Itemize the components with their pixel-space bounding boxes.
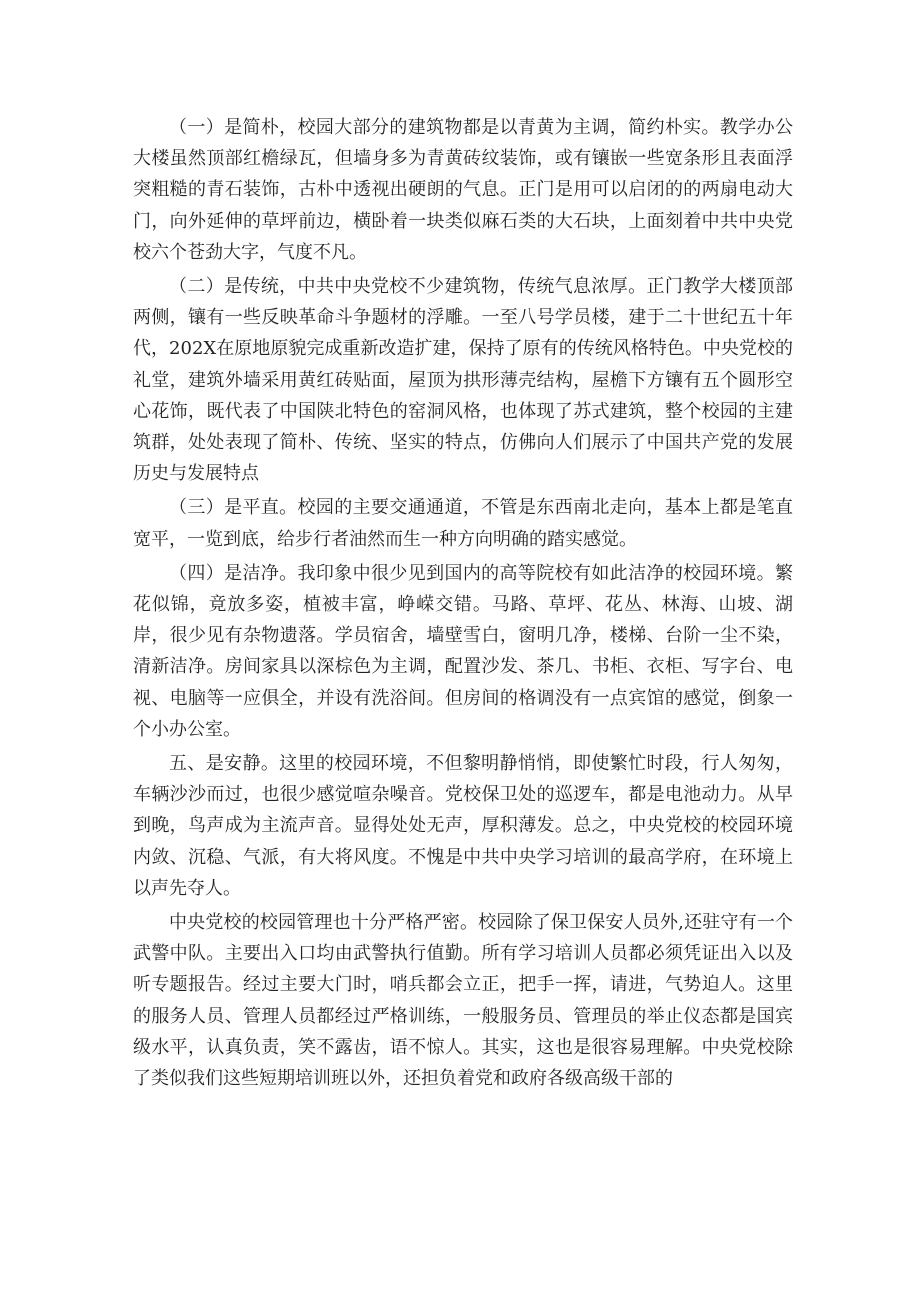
paragraph-straightness: （三）是平直。校园的主要交通通道，不管是东西南北走向，基本上都是笔直宽平，一览到底，给步行者油然而生一种方向明确的踏实感觉。: [133, 497, 793, 550]
paragraph-cleanliness: （四）是洁净。我印象中很少见到国内的高等院校有如此洁净的校园环境。繁花似锦，竟放多姿，植被丰富，峥嵘交错。马路、草坪、花丛、林海、山坡、湖岸，很少见有杂物遗落。学员宿舍，墙壁雪白，窗明几净，楼梯、台阶一尘不染，清新洁净。房间家具以深棕色为主调，配置沙发、茶几、书柜、衣柜、写字台、电视、电脑等一应俱全，并设有洗浴间。但房间的格调没有一点宾馆的感觉，倒象一个小办公室。: [133, 562, 793, 740]
document-body: [133, 112, 793, 1097]
paragraph-simplicity: （一）是简朴，校园大部分的建筑物都是以青黄为主调，简约朴实。教学办公大楼虽然顶部红檐绿瓦，但墙身多为青黄砖纹装饰，或有镶嵌一些宽条形且表面浮突粗糙的青石装饰，古朴中透视出硬朗的气息。正门是用可以启闭的的两扇电动大门，向外延伸的草坪前边，横卧着一块类似麻石类的大石块，上面刻着中共中央党校六个苍劲大字，气度不凡。: [133, 117, 793, 263]
paragraph-tradition: （二）是传统，中共中央党校不少建筑物，传统气息浓厚。正门教学大楼顶部两侧，镶有一些反映革命斗争题材的浮雕。一至八号学员楼，建于二十世纪五十年代，202X在原地原貌完成重新改造扩建，保持了原有的传统风格特色。中央党校的礼堂，建筑外墙采用黄红砖贴面，屋顶为拱形薄壳结构，屋檐下方镶有五个圆形空心花饰，既代表了中国陕北特色的窑洞风格，也体现了苏式建筑，整个校园的主建筑群，处处表现了简朴、传统、坚实的特点，仿佛向人们展示了中国共产党的发展历史与发展特点: [133, 276, 793, 485]
paragraph-management: 中央党校的校园管理也十分严格严密。校园除了保卫保安人员外,还驻守有一个武警中队。主要出入口均由武警执行值勤。所有学习培训人员都必须凭证出入以及听专题报告。经过主要大门时，哨兵都会立正，把手一挥，请进，气势迫人。这里的服务人员、管理人员都经过严格训练，一般服务员、管理员的举止仪态都是国宾级水平，认真负责，笑不露齿，语不惊人。其实，这也是很容易理解。中央党校除了类似我们这些短期培训班以外，还担负着党和政府各级高级干部的: [133, 912, 793, 1090]
paragraph-quietness: 五、是安静。这里的校园环境，不但黎明静悄悄，即使繁忙时段，行人匆匆，车辆沙沙而过，也很少感觉喧杂噪音。党校保卫处的巡逻车，都是电池动力。从早到晚，鸟声成为主流声音。显得处处无声，厚积薄发。总之，中央党校的校园环境内敛、沉稳、气派，有大将风度。不愧是中共中央学习培训的最高学府，在环境上以声先夺人。: [133, 753, 793, 899]
